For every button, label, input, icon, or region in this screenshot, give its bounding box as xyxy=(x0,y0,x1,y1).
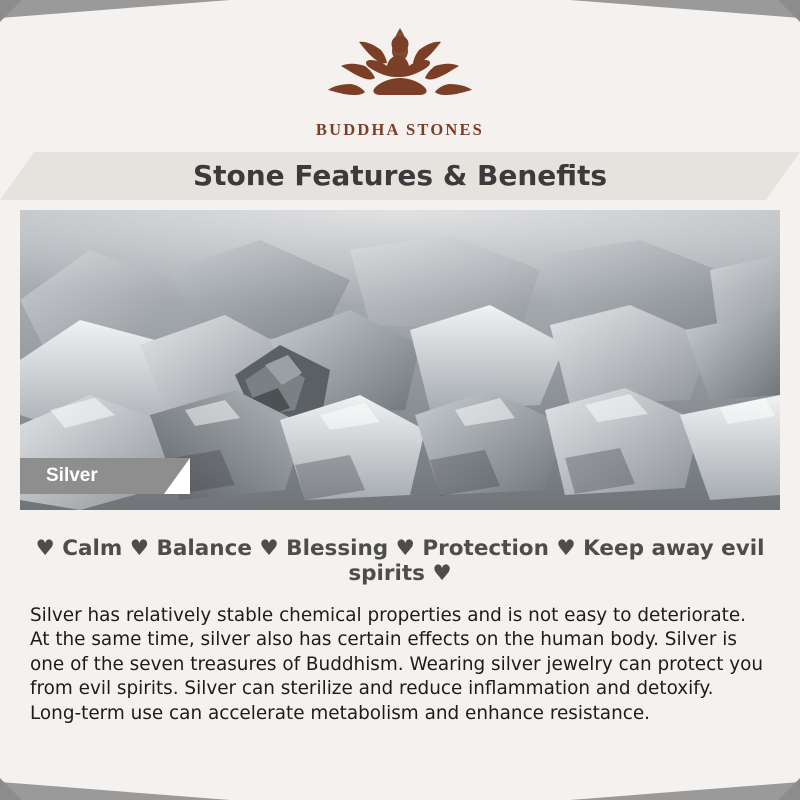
hero-image xyxy=(20,210,780,510)
brand-name: BUDDHA STONES xyxy=(315,120,485,139)
section-title-band xyxy=(0,152,800,200)
corner-accent-top-left xyxy=(0,0,22,22)
decorative-wedge-bottom-right xyxy=(570,782,800,800)
corner-accent-bottom-left xyxy=(0,778,22,800)
stone-name-label: Silver xyxy=(20,458,190,494)
corner-accent-bottom-right xyxy=(778,778,800,800)
brand-logo-area xyxy=(0,0,800,140)
decorative-wedge-bottom-left xyxy=(0,782,230,800)
page-title: Stone Features & Benefits xyxy=(192,159,608,192)
corner-accent-top-right xyxy=(778,0,800,22)
benefits-line: ♥ Calm ♥ Balance ♥ Blessing ♥ Protection ♥ Keep away evil spirits ♥ xyxy=(35,536,765,586)
lotus-meditation-icon xyxy=(325,22,475,118)
description-text: Silver has relatively stable chemical properties and is not easy to deteriorate. At the same time, silver also has certain effects on the human body. Silver is one of the seven treasures of Buddhism. Wearing silver jewelry can protect you from evil spirits. Silver can sterilize and reduce inflammation and detoxify. Long-term use can accelerate metabolism and enhance resistance. xyxy=(30,605,764,724)
